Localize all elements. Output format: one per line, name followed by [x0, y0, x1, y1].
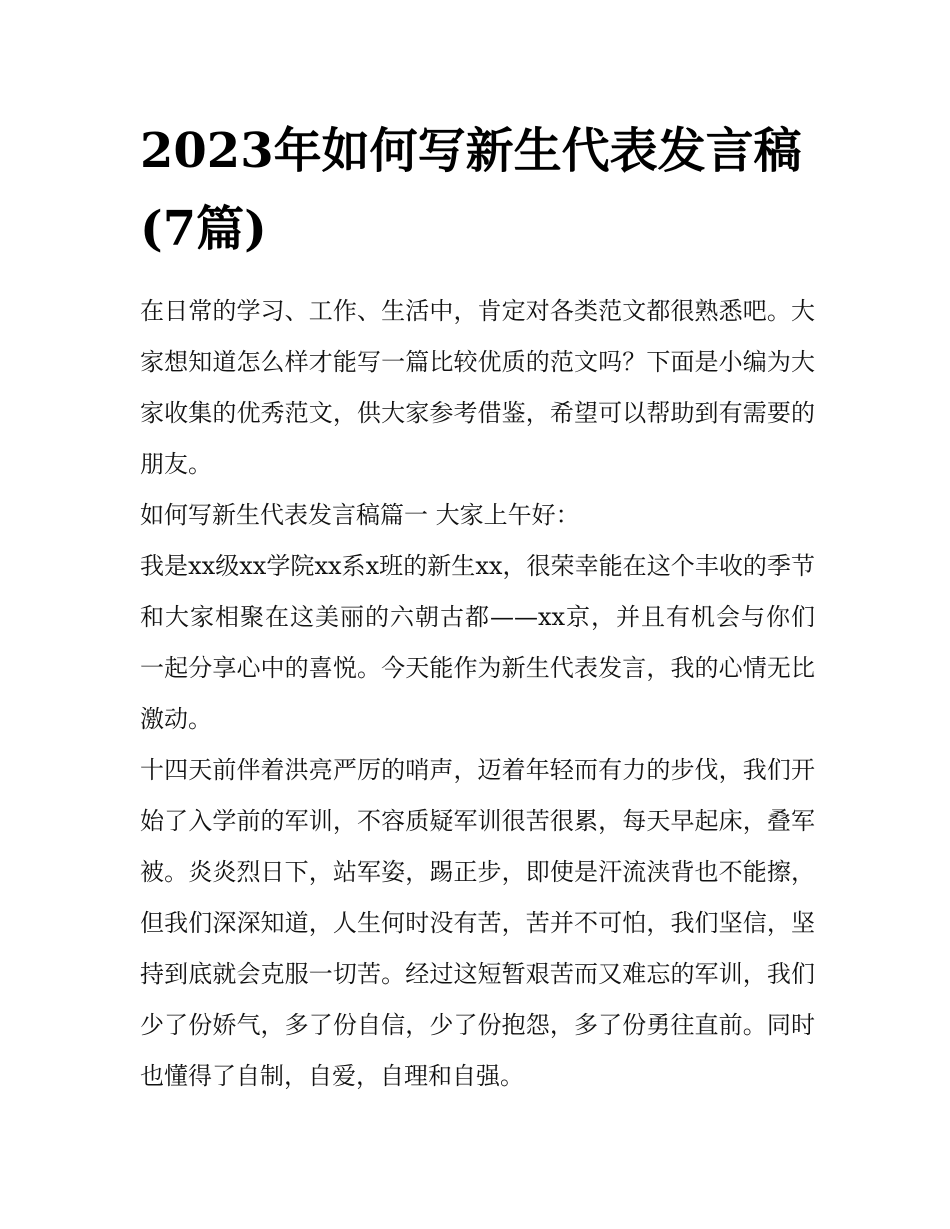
paragraph-self-introduction: 我是xx级xx学院xx系x班的新生xx，很荣幸能在这个丰收的季节和大家相聚在这美丽的六朝古都——xx京，并且有机会与你们一起分享心中的喜悦。今天能作为新生代表发言，我的心情无比激动。: [140, 552, 815, 733]
paragraph-military-training: 十四天前伴着洪亮严厉的哨声，迈着年轻而有力的步伐，我们开始了入学前的军训，不容质疑军训很苦很累，每天早起床，叠军被。炎炎烈日下，站军姿，踢正步，即使是汗流浃背也不能擦，但我们深深知道，人生何时没有苦，苦并不可怕，我们坚信，坚持到底就会克服一切苦。经过这短暂艰苦而又难忘的军训，我们少了份娇气，多了份自信，少了份抱怨，多了份勇往直前。同时也懂得了自制，自爱，自理和自强。: [140, 756, 815, 1090]
paragraph-intro: 在日常的学习、工作、生活中，肯定对各类范文都很熟悉吧。大家想知道怎么样才能写一篇比较优质的范文吗？下面是小编为大家收集的优秀范文，供大家参考借鉴，希望可以帮助到有需要的朋友。: [140, 297, 815, 478]
paragraph-section-heading: 如何写新生代表发言稿篇一 大家上午好：: [140, 501, 580, 529]
document-title: 2023年如何写新生代表发言稿(7篇): [140, 123, 802, 257]
document-body: [140, 286, 815, 1102]
document-page: [140, 112, 815, 1102]
